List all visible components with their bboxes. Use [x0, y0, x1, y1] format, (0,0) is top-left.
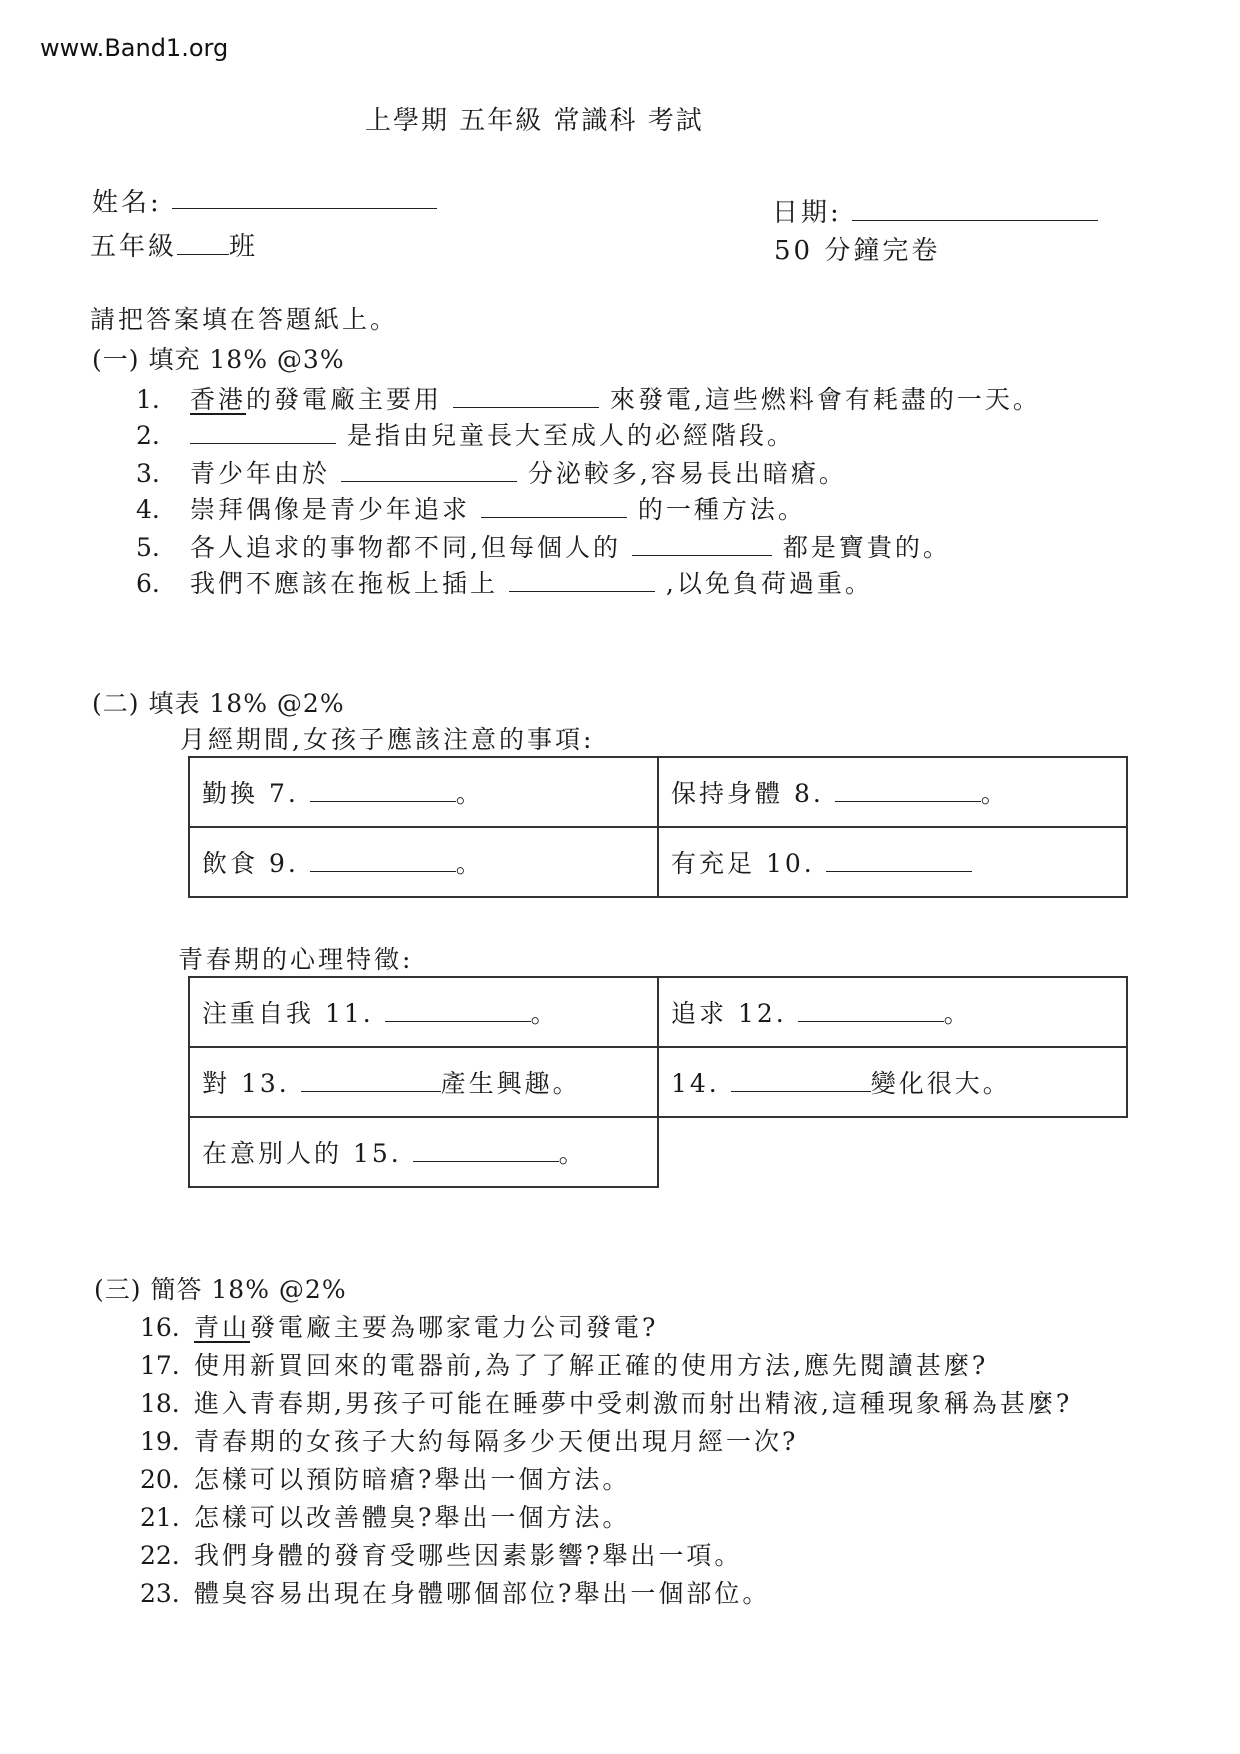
- q2-text-after: 是指由兒童長大至成人的必經階段。: [346, 421, 795, 450]
- question-19: [140, 1422, 798, 1458]
- q4-number: 4.: [136, 495, 160, 524]
- q21-number: 21.: [140, 1503, 180, 1532]
- question-18: [140, 1384, 1072, 1420]
- q6-number: 6.: [136, 569, 160, 598]
- q19-number: 19.: [140, 1427, 180, 1456]
- q1-underlined: 香港: [190, 385, 247, 414]
- q4-blank[interactable]: [481, 495, 627, 518]
- date-label: 日期:: [772, 198, 842, 228]
- question-4: [136, 490, 806, 526]
- q3-number: 3.: [136, 459, 160, 488]
- date-answer-line[interactable]: [852, 220, 1098, 221]
- q6-text-before: 我們不應該在拖板上插上: [190, 569, 499, 598]
- section1-heading: (一) 填充 18% @3%: [92, 345, 345, 374]
- blank-15[interactable]: [413, 1139, 559, 1162]
- site-watermark[interactable]: www.Band1.org: [40, 34, 229, 62]
- q3-text-before: 青少年由於: [190, 459, 331, 488]
- q1-text-after: 來發電,這些燃料會有耗盡的一天。: [609, 385, 1041, 414]
- section3-heading: (三) 簡答 18% @2%: [94, 1275, 347, 1304]
- cell-9: 飲食 9. 。: [189, 827, 658, 897]
- cell-15: 在意別人的 15. 。: [189, 1117, 658, 1187]
- q6-blank[interactable]: [509, 569, 655, 592]
- section2-heading: (二) 填表 18% @2%: [92, 689, 345, 718]
- q1-text-before: 的發電廠主要用: [246, 385, 443, 414]
- question-23: [140, 1574, 770, 1610]
- q23-text: 體臭容易出現在身體哪個部位?舉出一個部位。: [194, 1579, 771, 1608]
- q17-number: 17.: [140, 1351, 180, 1380]
- q2-blank[interactable]: [190, 421, 336, 444]
- q3-blank[interactable]: [341, 459, 517, 482]
- q16-text: 發電廠主要為哪家電力公司發電?: [250, 1313, 659, 1342]
- q18-number: 18.: [140, 1389, 180, 1418]
- q17-text: 使用新買回來的電器前,為了了解正確的使用方法,應先閱讀甚麼?: [194, 1351, 989, 1380]
- question-1: [136, 380, 1041, 416]
- class-prefix: 五年級: [90, 232, 178, 262]
- question-16: [140, 1308, 658, 1344]
- cell-13: 對 13. 產生興趣。: [189, 1047, 658, 1117]
- q4-text-before: 崇拜偶像是青少年追求: [190, 495, 471, 524]
- blank-11[interactable]: [385, 999, 531, 1022]
- menstruation-table: [188, 756, 1128, 898]
- cell-12: 追求 12. 。: [658, 977, 1127, 1047]
- class-answer-line[interactable]: [177, 232, 229, 255]
- blank-9[interactable]: [310, 849, 456, 872]
- cell-8: 保持身體 8. 。: [658, 757, 1127, 827]
- question-6: [136, 564, 873, 600]
- q6-text-after: ,以免負荷過重。: [665, 569, 873, 598]
- class-field: [90, 226, 258, 263]
- cell-7: 勤換 7. 。: [189, 757, 658, 827]
- blank-14[interactable]: [731, 1069, 871, 1092]
- q23-number: 23.: [140, 1579, 180, 1608]
- table-row: [189, 1117, 1127, 1187]
- question-5: [136, 528, 951, 564]
- blank-8[interactable]: [835, 779, 981, 802]
- q4-text-after: 的一種方法。: [637, 495, 806, 524]
- cell-10: 有充足 10.: [658, 827, 1127, 897]
- q16-underlined: 青山: [194, 1313, 251, 1342]
- question-22: [140, 1536, 742, 1572]
- q21-text: 怎樣可以改善體臭?舉出一個方法。: [194, 1503, 631, 1532]
- q2-number: 2.: [136, 421, 160, 450]
- time-note: 50 分鐘完卷: [774, 236, 941, 266]
- question-2: [136, 416, 795, 452]
- q5-number: 5.: [136, 533, 160, 562]
- table2-title: 青春期的心理特徵:: [178, 945, 414, 974]
- table-row: [189, 827, 1127, 897]
- q19-text: 青春期的女孩子大約每隔多少天便出現月經一次?: [194, 1427, 799, 1456]
- q1-number: 1.: [136, 385, 160, 414]
- name-answer-line[interactable]: [172, 208, 437, 209]
- blank-12[interactable]: [798, 999, 944, 1022]
- instruction: 請把答案填在答題紙上。: [90, 305, 399, 334]
- question-21: [140, 1498, 630, 1534]
- q5-blank[interactable]: [632, 533, 772, 556]
- blank-10[interactable]: [826, 849, 972, 872]
- q5-text-before: 各人追求的事物都不同,但每個人的: [190, 533, 621, 562]
- psych-traits-table: [188, 976, 1128, 1188]
- q22-number: 22.: [140, 1541, 180, 1570]
- q5-text-after: 都是寶貴的。: [782, 533, 951, 562]
- cell-14: 14. 變化很大。: [658, 1047, 1127, 1117]
- table-row: [189, 757, 1127, 827]
- table1-title: 月經期間,女孩子應該注意的事項:: [180, 725, 595, 754]
- question-3: [136, 454, 847, 490]
- empty-cell: [658, 1117, 1127, 1187]
- q20-text: 怎樣可以預防暗瘡?舉出一個方法。: [194, 1465, 631, 1494]
- question-17: [140, 1346, 988, 1382]
- exam-title: 上學期 五年級 常識科 考試: [365, 106, 704, 136]
- name-label: 姓名:: [92, 188, 162, 218]
- table-row: [189, 1047, 1127, 1117]
- q18-text: 進入青春期,男孩子可能在睡夢中受刺激而射出精液,這種現象稱為甚麼?: [194, 1389, 1073, 1418]
- q20-number: 20.: [140, 1465, 180, 1494]
- blank-13[interactable]: [301, 1069, 441, 1092]
- question-20: [140, 1460, 630, 1496]
- blank-7[interactable]: [310, 779, 456, 802]
- q16-number: 16.: [140, 1313, 180, 1342]
- cell-11: 注重自我 11. 。: [189, 977, 658, 1047]
- q1-blank[interactable]: [453, 385, 599, 408]
- table-row: [189, 977, 1127, 1047]
- q22-text: 我們身體的發育受哪些因素影響?舉出一項。: [194, 1541, 743, 1570]
- q3-text-after: 分泌較多,容易長出暗瘡。: [527, 459, 847, 488]
- class-suffix: 班: [229, 232, 259, 262]
